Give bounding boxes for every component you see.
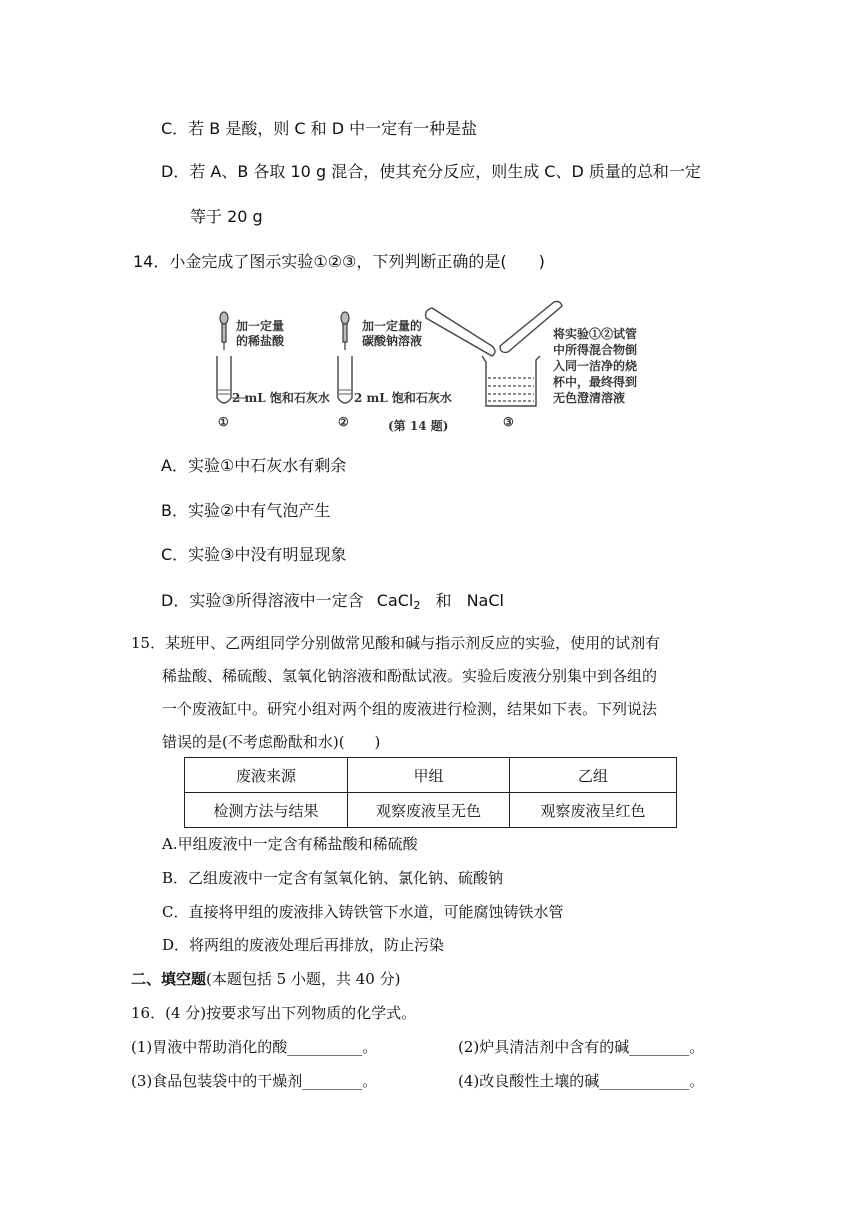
q15-stem-line2: 稀盐酸、稀硫酸、氢氧化钠溶液和酚酞试液。实验后废液分别集中到各组的 (162, 667, 658, 685)
q13-option-d-line1: D．若 A、B 各取 10 g 混合，使其充分反应，则生成 C、D 质量的总和一定 (161, 162, 701, 181)
section-note: (本题包括 5 小题，共 40 分) (206, 970, 401, 988)
table-row (185, 758, 677, 793)
q15-option-a: A.甲组废液中一定含有稀盐酸和稀硫酸 (162, 835, 418, 853)
table-row (185, 793, 677, 828)
tube2-add-line2: 碳酸钠溶液 (362, 334, 423, 348)
q14-option-c: C．实验③中没有明显现象 (161, 545, 347, 564)
section-title: 二、填空题 (131, 970, 207, 988)
label-2: ② (338, 415, 349, 429)
q15-option-b: B．乙组废液中一定含有氢氧化钠、氯化钠、硫酸钠 (162, 869, 504, 887)
q13-option-c: C．若 B 是酸，则 C 和 D 中一定有一种是盐 (161, 119, 478, 138)
table-header-cell: 甲组 (348, 758, 510, 793)
figure-caption: (第 14 题) (388, 419, 449, 433)
q16-item1: (1)胃液中帮助消化的酸__________。 (131, 1038, 378, 1056)
q15-option-c: C．直接将甲组的废液排入铸铁管下水道，可能腐蚀铸铁水管 (162, 903, 564, 921)
tube1-content: 2 mL 饱和石灰水 (232, 391, 330, 405)
pouring-tubes-icon (426, 302, 562, 357)
q16-item4: (4)改良酸性土壤的碱____________。 (458, 1072, 705, 1090)
beaker-note-3: 入同一洁净的烧 (553, 359, 638, 373)
q14-option-a: A．实验①中石灰水有剩余 (161, 456, 347, 475)
beaker-note-5: 无色澄清溶液 (553, 391, 626, 405)
q14-option-d (161, 589, 504, 618)
q13-option-d-line2: 等于 20 g (190, 207, 263, 226)
q14-figure (200, 290, 650, 440)
formula-cacl2-base: CaCl (376, 591, 414, 610)
formula-cacl2-sub: 2 (413, 599, 421, 612)
q15-stem-line3: 一个废液缸中。研究小组对两个组的废液进行检测，结果如下表。下列说法 (162, 700, 658, 718)
q16-stem: 16．(4 分)按要求写出下列物质的化学式。 (131, 1004, 417, 1022)
beaker-note-1: 将实验①②试管 (553, 327, 638, 341)
q15-stem-line4: 错误的是(不考虑酚酞和水)( ) (162, 733, 381, 751)
tube2-content: 2 mL 饱和石灰水 (354, 391, 452, 405)
q16-item3: (3)食品包装袋中的干燥剂________。 (131, 1072, 378, 1090)
q14-option-d-and: 和 (435, 591, 452, 610)
test-tube-1-icon (217, 356, 231, 403)
table-cell: 观察废液呈红色 (510, 793, 677, 828)
beaker-icon (482, 356, 540, 406)
section-heading (131, 967, 400, 991)
tube2-add-line1: 加一定量的 (362, 319, 423, 333)
table-header-cell: 乙组 (510, 758, 677, 793)
formula-nacl: NaCl (466, 591, 504, 610)
label-1: ① (218, 415, 229, 429)
tube1-add-line1: 加一定量 (236, 319, 285, 333)
q15-stem-line1: 15．某班甲、乙两组同学分别做常见酸和碱与指示剂反应的实验，使用的试剂有 (131, 634, 661, 652)
tube1-add-line2: 的稀盐酸 (236, 334, 285, 348)
q14-option-b: B．实验②中有气泡产生 (161, 501, 331, 520)
table-cell: 观察废液呈无色 (348, 793, 510, 828)
table-header-cell: 废液来源 (185, 758, 348, 793)
table-cell: 检测方法与结果 (185, 793, 348, 828)
test-tube-2-icon (338, 356, 352, 403)
label-3: ③ (503, 415, 514, 429)
dropper-1-icon (220, 312, 228, 350)
q14-stem: 14．小金完成了图示实验①②③，下列判断正确的是( ) (133, 252, 545, 271)
q15-option-d: D．将两组的废液处理后再排放，防止污染 (162, 936, 445, 954)
formula-cacl2 (377, 591, 421, 610)
q15-table (184, 757, 677, 828)
beaker-note-4: 杯中，最终得到 (553, 375, 638, 389)
q14-option-d-prefix: D．实验③所得溶液中一定含 (161, 591, 364, 610)
dropper-2-icon (341, 312, 349, 350)
q16-item2: (2)炉具清洁剂中含有的碱________。 (458, 1038, 705, 1056)
beaker-note-2: 中所得混合物倒 (553, 343, 638, 357)
